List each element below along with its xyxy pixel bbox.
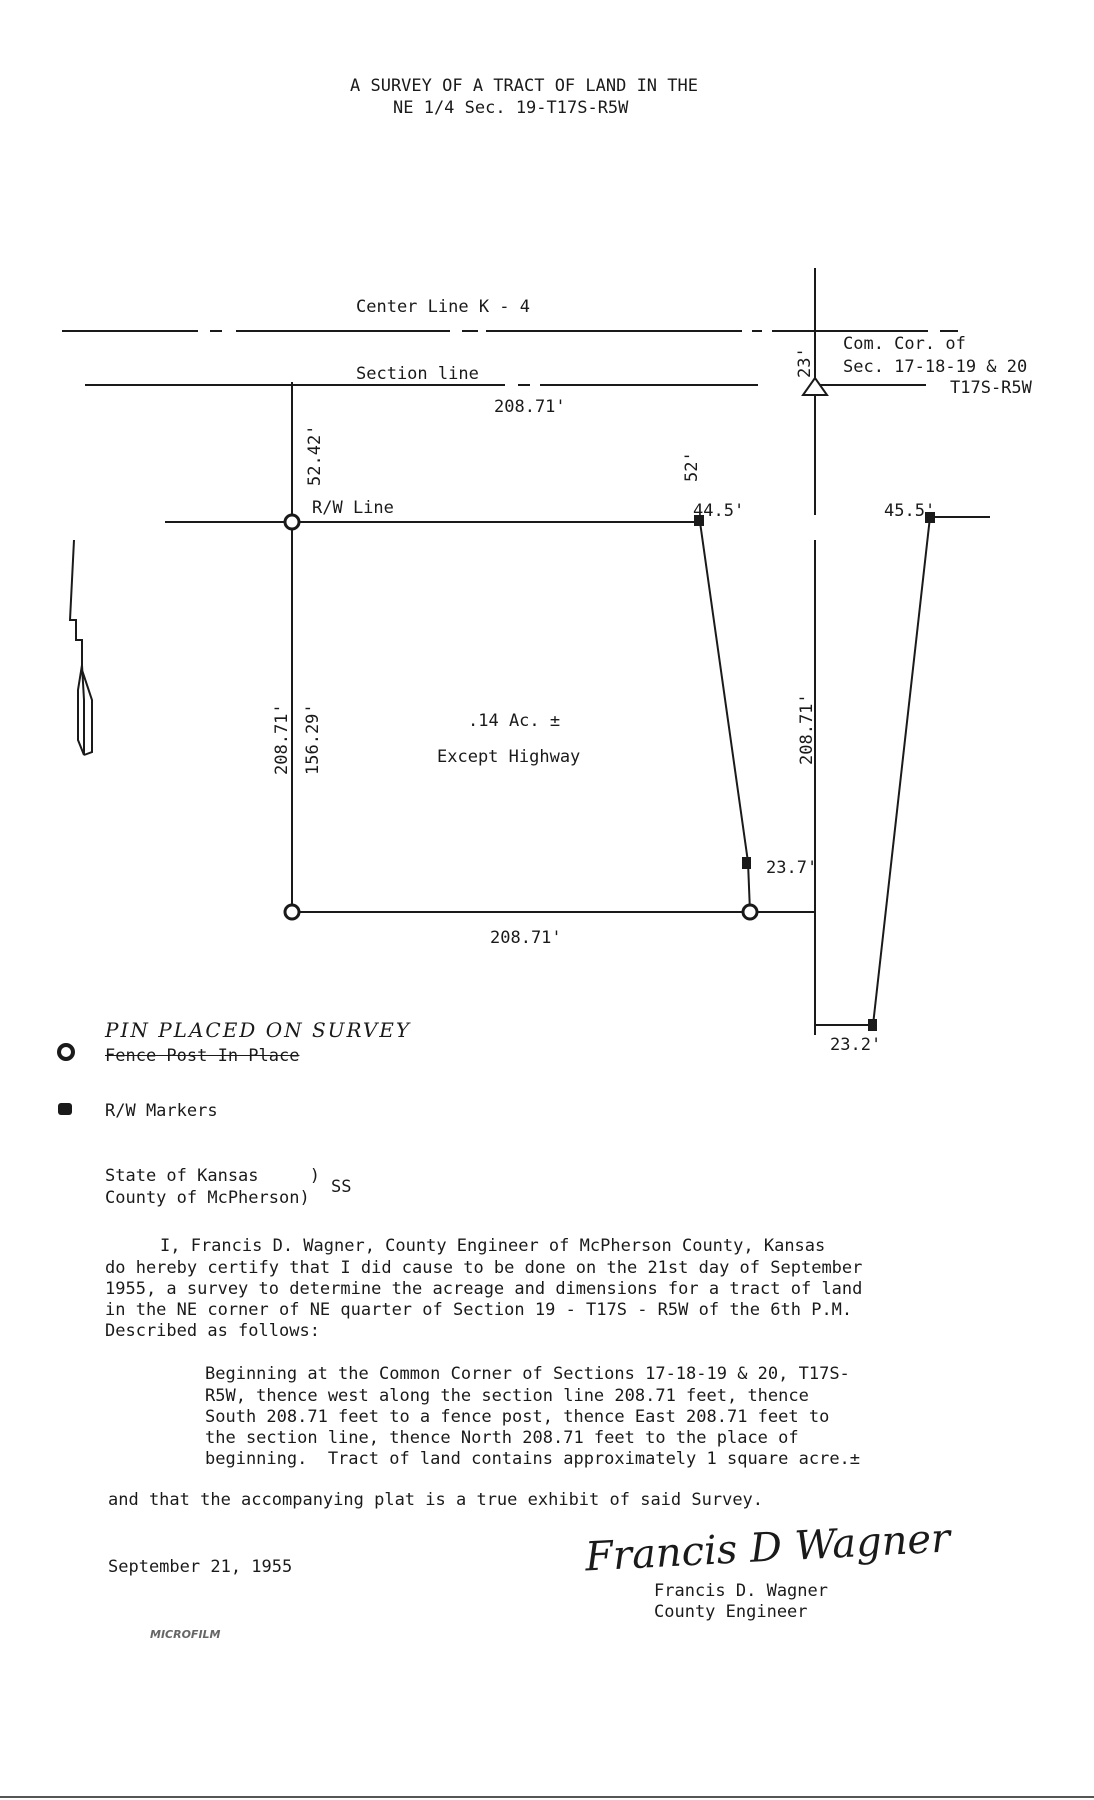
pin-icon xyxy=(743,905,757,919)
except-highway-label: Except Highway xyxy=(437,747,581,767)
dim-45-5-label: 45.5' xyxy=(884,501,936,521)
dim-52-42-label: 52.42' xyxy=(305,424,325,486)
certificate-line-1: I, Francis D. Wagner, County Engineer of McPherson County, Kansas xyxy=(160,1236,826,1256)
certificate-date: September 21, 1955 xyxy=(108,1557,293,1577)
description-line-1: Beginning at the Common Corner of Sections 17-18-19 & 20, T17S- xyxy=(205,1364,850,1384)
rw-east-slant xyxy=(700,522,748,862)
certificate-line-2: do hereby certify that I did cause to be done on the 21st day of September xyxy=(105,1258,863,1278)
certificate-line-3: 1955, a survey to determine the acreage and dimensions for a tract of land xyxy=(105,1279,863,1299)
rw-marker-icon xyxy=(742,857,751,869)
rw-line-label: R/W Line xyxy=(312,498,394,518)
page-edge xyxy=(0,1796,1094,1798)
description-line-3: South 208.71 feet to a fence post, thence East 208.71 feet to xyxy=(205,1407,830,1427)
signature: Francis D Wagner xyxy=(584,1515,952,1581)
title-line-2: NE 1/4 Sec. 19-T17S-R5W xyxy=(393,98,629,118)
corner-triangle-icon xyxy=(803,378,827,395)
far-right-slant xyxy=(873,517,930,1025)
pin-legend-icon xyxy=(54,1040,78,1064)
closing-statement: and that the accompanying plat is a true exhibit of said Survey. xyxy=(108,1490,764,1510)
dim-23-label: 23' xyxy=(795,347,815,378)
dim-23-7-label: 23.7' xyxy=(766,858,818,878)
pin-icon xyxy=(285,515,299,529)
certificate-line-4: in the NE corner of NE quarter of Section 19 - T17S - R5W of the 6th P.M. xyxy=(105,1300,853,1320)
rw-marker-legend-icon xyxy=(58,1103,72,1115)
venue-ss: SS xyxy=(331,1177,352,1197)
acreage-label: .14 Ac. ± xyxy=(468,711,561,731)
north-arrow-icon xyxy=(70,540,92,755)
signer-title: County Engineer xyxy=(654,1602,808,1622)
dim-right-label: 208.71' xyxy=(797,693,817,765)
corner-label-3: T17S-R5W xyxy=(950,378,1032,398)
dim-52-label: 52' xyxy=(682,451,702,482)
dim-bottom-label: 208.71' xyxy=(490,928,562,948)
certificate-line-5: Described as follows: xyxy=(105,1321,320,1341)
description-line-2: R5W, thence west along the section line 208.71 feet, thence xyxy=(205,1386,809,1406)
corner-label-1: Com. Cor. of xyxy=(843,334,966,354)
dim-left-outer-label: 208.71' xyxy=(272,703,292,775)
section-line-label: Section line xyxy=(356,364,479,384)
dim-top-label: 208.71' xyxy=(494,397,566,417)
pin-handwritten-label: PIN PLACED ON SURVEY xyxy=(105,1018,412,1042)
signer-name: Francis D. Wagner xyxy=(654,1581,828,1601)
pin-icon xyxy=(285,905,299,919)
venue-state: State of Kansas ) xyxy=(105,1166,320,1186)
title-line-1: A SURVEY OF A TRACT OF LAND IN THE xyxy=(350,76,698,96)
description-line-4: the section line, thence North 208.71 feet to the place of xyxy=(205,1428,799,1448)
dim-23-2-label: 23.2' xyxy=(830,1035,882,1055)
corner-label-2: Sec. 17-18-19 & 20 xyxy=(843,357,1028,377)
description-line-5: beginning. Tract of land contains approximately 1 square acre.± xyxy=(205,1449,861,1469)
rw-markers-label: R/W Markers xyxy=(105,1101,218,1121)
rw-marker-icon xyxy=(868,1019,877,1031)
dim-left-inner-label: 156.29' xyxy=(303,703,323,775)
dim-44-5-label: 44.5' xyxy=(693,501,745,521)
venue-county: County of McPherson) xyxy=(105,1188,310,1208)
microfilm-stamp: MICROFILM xyxy=(150,1628,221,1641)
fence-post-struck-label: Fence Post In Place xyxy=(105,1046,300,1066)
center-line-label: Center Line K - 4 xyxy=(356,297,530,317)
